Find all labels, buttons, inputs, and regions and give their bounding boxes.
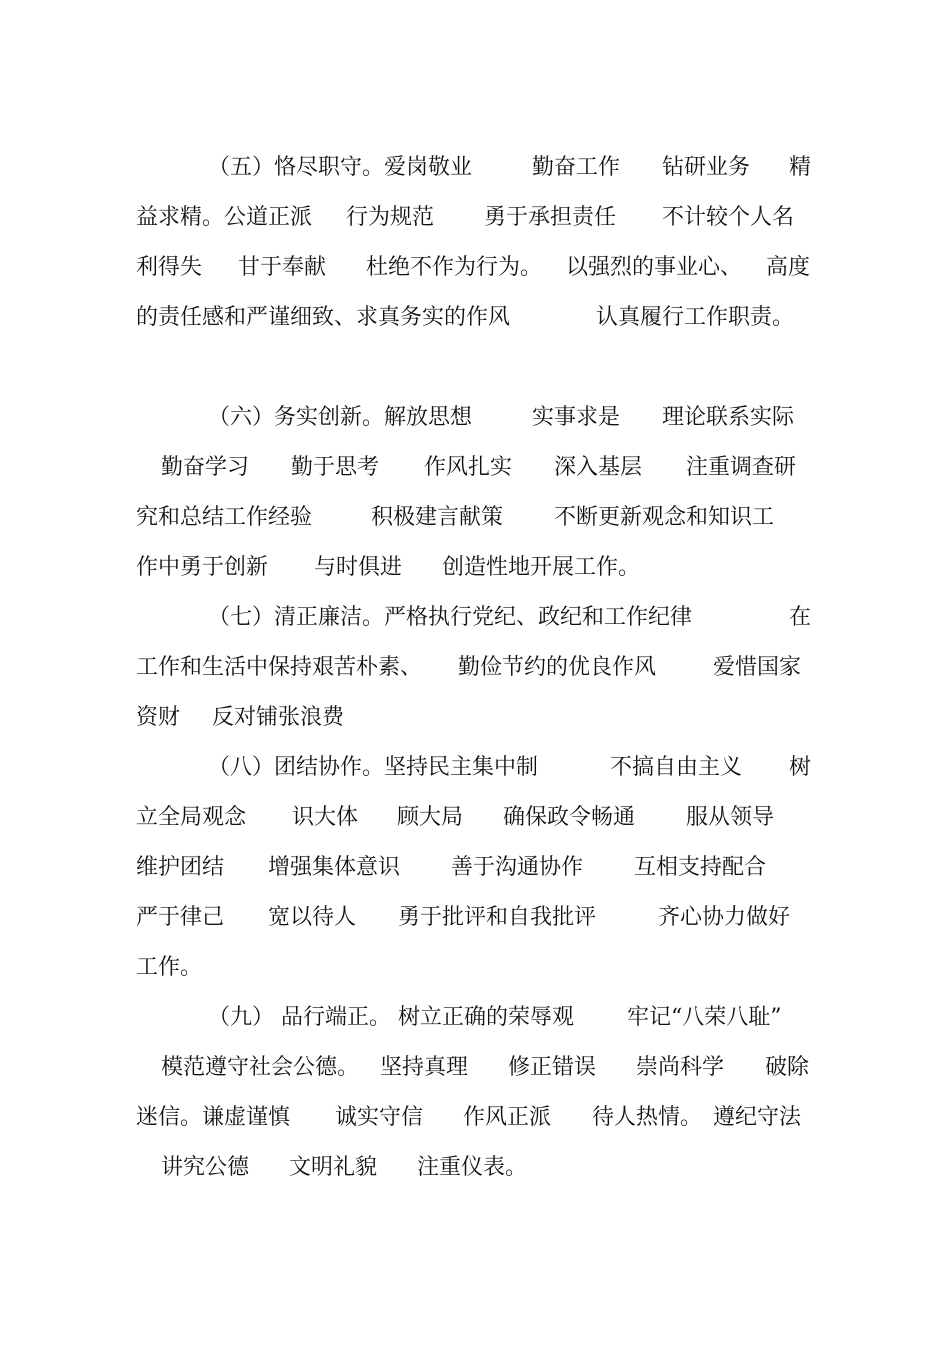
paragraph-9-line-2 — [0, 1053, 810, 1083]
text-segment: （六）务实创新。解放思想 — [208, 405, 473, 430]
text-segment: 严于律己 — [136, 905, 225, 930]
text-segment: 修正错误 — [508, 1055, 597, 1080]
text-segment: 遵纪守法 — [713, 1105, 802, 1130]
text-segment: 勤奋学习 — [161, 455, 250, 480]
text-segment: 勤俭节约的优良作风 — [458, 655, 657, 680]
text-segment: 在 — [789, 605, 812, 630]
text-segment: 宽以待人 — [268, 905, 357, 930]
text-segment: 勇于承担责任 — [484, 205, 617, 230]
paragraph-8-line-4 — [0, 903, 791, 933]
text-segment: 反对铺张浪费 — [212, 705, 345, 730]
text-segment: 文明礼貌 — [289, 1155, 378, 1180]
paragraph-6-line-3 — [0, 503, 775, 533]
text-segment: 精 — [789, 155, 812, 180]
text-segment: 善于沟通协作 — [451, 855, 584, 880]
text-segment: 增强集体意识 — [268, 855, 401, 880]
text-segment: 作风正派 — [463, 1105, 552, 1130]
text-segment: 以强烈的事业心、 — [566, 255, 743, 280]
text-segment: 爱惜国家 — [713, 655, 802, 680]
text-segment: 益求精。公道正派 — [136, 205, 313, 230]
text-segment: 钻研业务 — [662, 155, 751, 180]
paragraph-8-line-2 — [0, 803, 775, 833]
text-segment: 的责任感和严谨细致、求真务实的作风 — [136, 305, 511, 330]
text-segment: 杜绝不作为行为。 — [366, 255, 543, 280]
text-segment: 牢记“八荣八耻” — [627, 1005, 782, 1030]
paragraph-6-line-1 — [0, 403, 795, 433]
paragraph-7-line-1 — [0, 603, 812, 633]
text-segment: 顾大局 — [397, 805, 464, 830]
paragraph-9-line-1 — [0, 1003, 782, 1033]
text-segment: 服从领导 — [686, 805, 775, 830]
text-segment: 待人热情。 — [592, 1105, 703, 1130]
text-segment: 崇尚科学 — [636, 1055, 725, 1080]
text-segment: （七）清正廉洁。严格执行党纪、政纪和工作纪律 — [208, 605, 693, 630]
text-segment: 创造性地开展工作。 — [442, 555, 641, 580]
text-segment: 与时俱进 — [314, 555, 403, 580]
text-segment: 立全局观念 — [136, 805, 247, 830]
paragraph-5-line-1 — [0, 153, 812, 183]
paragraph-8-line-5 — [0, 953, 203, 983]
paragraph-5-line-3 — [0, 253, 811, 283]
text-segment: 作中勇于创新 — [136, 555, 269, 580]
paragraph-9-line-3 — [0, 1103, 802, 1133]
text-segment: （八）团结协作。坚持民主集中制 — [208, 755, 539, 780]
text-segment: 注重调查研 — [686, 455, 797, 480]
paragraph-8-line-1 — [0, 753, 812, 783]
paragraph-7-line-2 — [0, 653, 802, 683]
text-segment: 资财 — [136, 705, 181, 730]
paragraph-7-line-3 — [0, 703, 345, 733]
text-segment: 互相支持配合 — [634, 855, 767, 880]
text-segment: 破除 — [765, 1055, 810, 1080]
paragraph-8-line-3 — [0, 853, 767, 883]
text-segment: （九） 品行端正。 树立正确的荣辱观 — [208, 1005, 574, 1030]
text-segment: 积极建言献策 — [371, 505, 504, 530]
text-segment: 深入基层 — [554, 455, 643, 480]
text-segment: 识大体 — [292, 805, 359, 830]
text-segment: 利得失 — [136, 255, 203, 280]
text-segment: 理论联系实际 — [662, 405, 795, 430]
text-segment: 不计较个人名 — [662, 205, 795, 230]
text-segment: 齐心协力做好 — [658, 905, 791, 930]
paragraph-5-line-4 — [0, 303, 795, 333]
text-segment: 模范遵守社会公德。 — [161, 1055, 360, 1080]
text-segment: 坚持真理 — [380, 1055, 469, 1080]
paragraph-6-line-4 — [0, 553, 641, 583]
text-segment: 认真履行工作职责。 — [596, 305, 795, 330]
text-segment: 究和总结工作经验 — [136, 505, 313, 530]
paragraph-5-line-2 — [0, 203, 795, 233]
text-segment: 诚实守信 — [335, 1105, 424, 1130]
text-segment: 确保政令畅通 — [503, 805, 636, 830]
text-segment: 勤于思考 — [291, 455, 380, 480]
text-segment: 行为规范 — [346, 205, 435, 230]
text-segment: 甘于奉献 — [238, 255, 327, 280]
paragraph-6-line-2 — [0, 453, 797, 483]
text-segment: 迷信。谦虚谨慎 — [136, 1105, 291, 1130]
text-segment: 树 — [789, 755, 812, 780]
text-segment: 勤奋工作 — [532, 155, 621, 180]
text-segment: 注重仪表。 — [417, 1155, 528, 1180]
text-segment: 实事求是 — [532, 405, 621, 430]
text-segment: 讲究公德 — [161, 1155, 250, 1180]
text-segment: 作风扎实 — [424, 455, 513, 480]
text-segment: （五）恪尽职守。爱岗敬业 — [208, 155, 473, 180]
text-segment: 工作。 — [136, 955, 203, 980]
text-segment: 高度 — [766, 255, 811, 280]
text-segment: 勇于批评和自我批评 — [398, 905, 597, 930]
text-segment: 不搞自由主义 — [610, 755, 743, 780]
paragraph-9-line-4 — [0, 1153, 528, 1183]
text-segment: 不断更新观念和知识工 — [554, 505, 775, 530]
text-segment: 维护团结 — [136, 855, 225, 880]
text-segment: 工作和生活中保持艰苦朴素、 — [136, 655, 423, 680]
